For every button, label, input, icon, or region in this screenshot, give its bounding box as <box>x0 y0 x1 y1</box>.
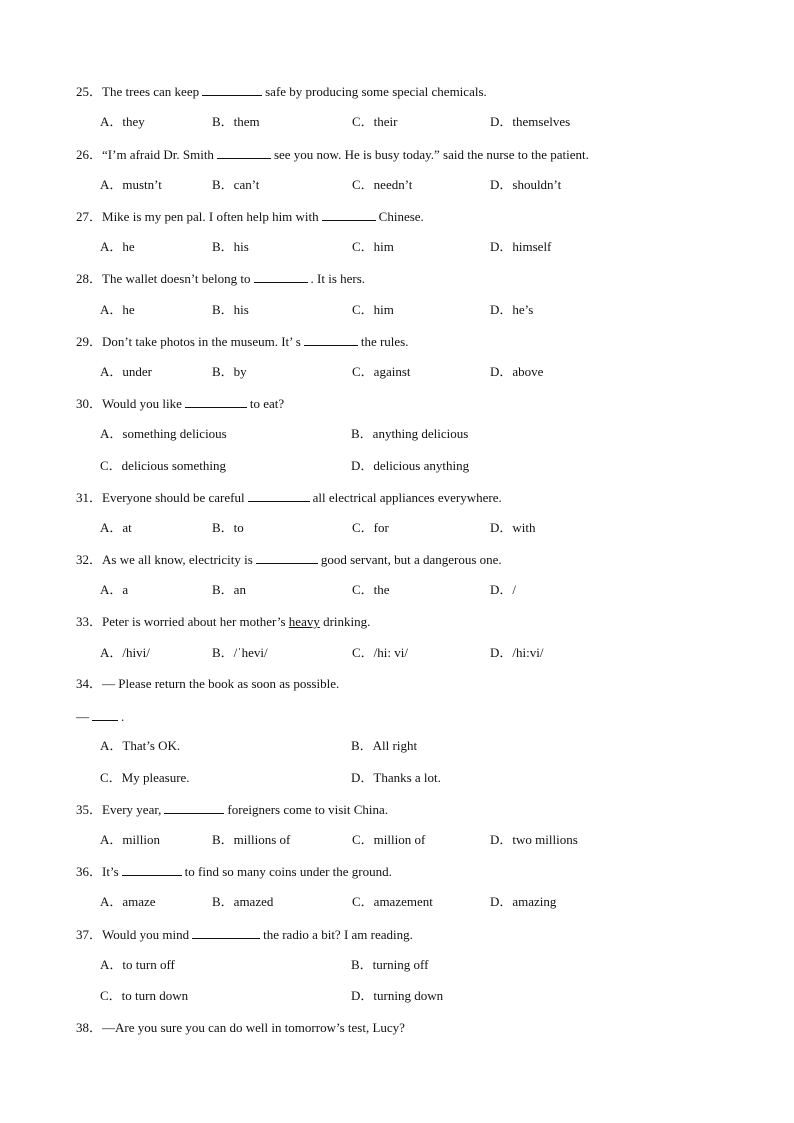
option-b[interactable]: B．millions of <box>212 832 291 847</box>
option-a[interactable]: A．they <box>100 114 145 129</box>
option-c[interactable]: C．needn’t <box>352 177 413 192</box>
question-34: 34．— Please return the book as soon as possible. <box>76 676 340 691</box>
option-b[interactable]: B．anything delicious <box>351 426 469 441</box>
question-31: 31．Everyone should be careful all electrical appliances everywhere. <box>76 490 502 505</box>
option-c[interactable]: C．/hi: vi/ <box>352 645 408 660</box>
option-a[interactable]: A．something delicious <box>100 426 227 441</box>
answer-blank[interactable] <box>248 489 310 502</box>
answer-blank[interactable] <box>304 333 358 346</box>
option-b[interactable]: B．All right <box>351 738 418 753</box>
question-28: 28．The wallet doesn’t belong to . It is hers. <box>76 271 366 286</box>
answer-blank[interactable] <box>217 146 271 159</box>
option-c[interactable]: C．My pleasure. <box>100 770 190 785</box>
option-b[interactable]: B．them <box>212 114 260 129</box>
answer-blank[interactable] <box>256 551 318 564</box>
option-d[interactable]: D．he’s <box>490 302 534 317</box>
question-30: 30．Would you like to eat? <box>76 396 285 411</box>
answer-blank[interactable] <box>322 208 376 221</box>
option-a[interactable]: A．That’s OK. <box>100 738 181 753</box>
option-a[interactable]: A．he <box>100 302 135 317</box>
option-c[interactable]: C．delicious something <box>100 458 227 473</box>
option-c[interactable]: C．against <box>352 364 411 379</box>
option-c[interactable]: C．to turn down <box>100 988 189 1003</box>
option-d[interactable]: D．/hi:vi/ <box>490 645 544 660</box>
question-38: 38．—Are you sure you can do well in tomorrow’s test, Lucy? <box>76 1020 405 1035</box>
option-b[interactable]: B．by <box>212 364 247 379</box>
option-d[interactable]: D．shouldn’t <box>490 177 562 192</box>
option-b[interactable]: B．an <box>212 582 246 597</box>
option-c[interactable]: C．him <box>352 302 394 317</box>
answer-blank[interactable] <box>185 395 247 408</box>
option-a[interactable]: A．at <box>100 520 132 535</box>
option-d[interactable]: D．/ <box>490 582 517 597</box>
option-d[interactable]: D．themselves <box>490 114 571 129</box>
underlined-word: heavy <box>288 614 320 629</box>
question-27: 27．Mike is my pen pal. I often help him with Chinese. <box>76 209 424 224</box>
option-a[interactable]: A．to turn off <box>100 957 175 972</box>
answer-blank[interactable] <box>92 708 118 721</box>
option-b[interactable]: B．his <box>212 239 249 254</box>
option-a[interactable]: A．he <box>100 239 135 254</box>
option-b[interactable]: B．/ˈhevi/ <box>212 645 268 660</box>
option-a[interactable]: A．/hivi/ <box>100 645 150 660</box>
question-32: 32．As we all know, electricity is good servant, but a dangerous one. <box>76 552 502 567</box>
option-a[interactable]: A．a <box>100 582 129 597</box>
option-c[interactable]: C．million of <box>352 832 426 847</box>
option-a[interactable]: A．million <box>100 832 160 847</box>
question-26: 26．“I’m afraid Dr. Smith see you now. He is busy today.” said the nurse to the patient. <box>76 147 589 162</box>
option-a[interactable]: A．under <box>100 364 152 379</box>
option-c[interactable]: C．their <box>352 114 398 129</box>
question-25: 25．The trees can keep safe by producing some special chemicals. <box>76 84 487 99</box>
option-c[interactable]: C．the <box>352 582 390 597</box>
answer-blank[interactable] <box>192 926 260 939</box>
option-a[interactable]: A．mustn’t <box>100 177 162 192</box>
reply-line: — . <box>76 709 125 724</box>
option-c[interactable]: C．him <box>352 239 394 254</box>
answer-blank[interactable] <box>254 270 308 283</box>
option-b[interactable]: B．amazed <box>212 894 274 909</box>
question-33: 33．Peter is worried about her mother’s heavy drinking. <box>76 614 371 629</box>
option-d[interactable]: D．two millions <box>490 832 578 847</box>
option-c[interactable]: C．for <box>352 520 389 535</box>
option-c[interactable]: C．amazement <box>352 894 433 909</box>
answer-blank[interactable] <box>164 801 224 814</box>
option-d[interactable]: D．delicious anything <box>351 458 470 473</box>
option-d[interactable]: D．himself <box>490 239 552 254</box>
question-36: 36．It’s to find so many coins under the ground. <box>76 864 392 879</box>
option-d[interactable]: D．amazing <box>490 894 557 909</box>
answer-blank[interactable] <box>122 863 182 876</box>
option-b[interactable]: B．his <box>212 302 249 317</box>
option-d[interactable]: D．turning down <box>351 988 444 1003</box>
option-d[interactable]: D．with <box>490 520 536 535</box>
option-b[interactable]: B．can’t <box>212 177 260 192</box>
option-d[interactable]: D．above <box>490 364 544 379</box>
option-b[interactable]: B．turning off <box>351 957 429 972</box>
option-d[interactable]: D．Thanks a lot. <box>351 770 441 785</box>
question-29: 29．Don’t take photos in the museum. It’ s the rules. <box>76 334 409 349</box>
option-a[interactable]: A．amaze <box>100 894 156 909</box>
question-37: 37．Would you mind the radio a bit? I am reading. <box>76 927 413 942</box>
question-35: 35．Every year, foreigners come to visit China. <box>76 802 389 817</box>
option-b[interactable]: B．to <box>212 520 244 535</box>
answer-blank[interactable] <box>202 83 262 96</box>
